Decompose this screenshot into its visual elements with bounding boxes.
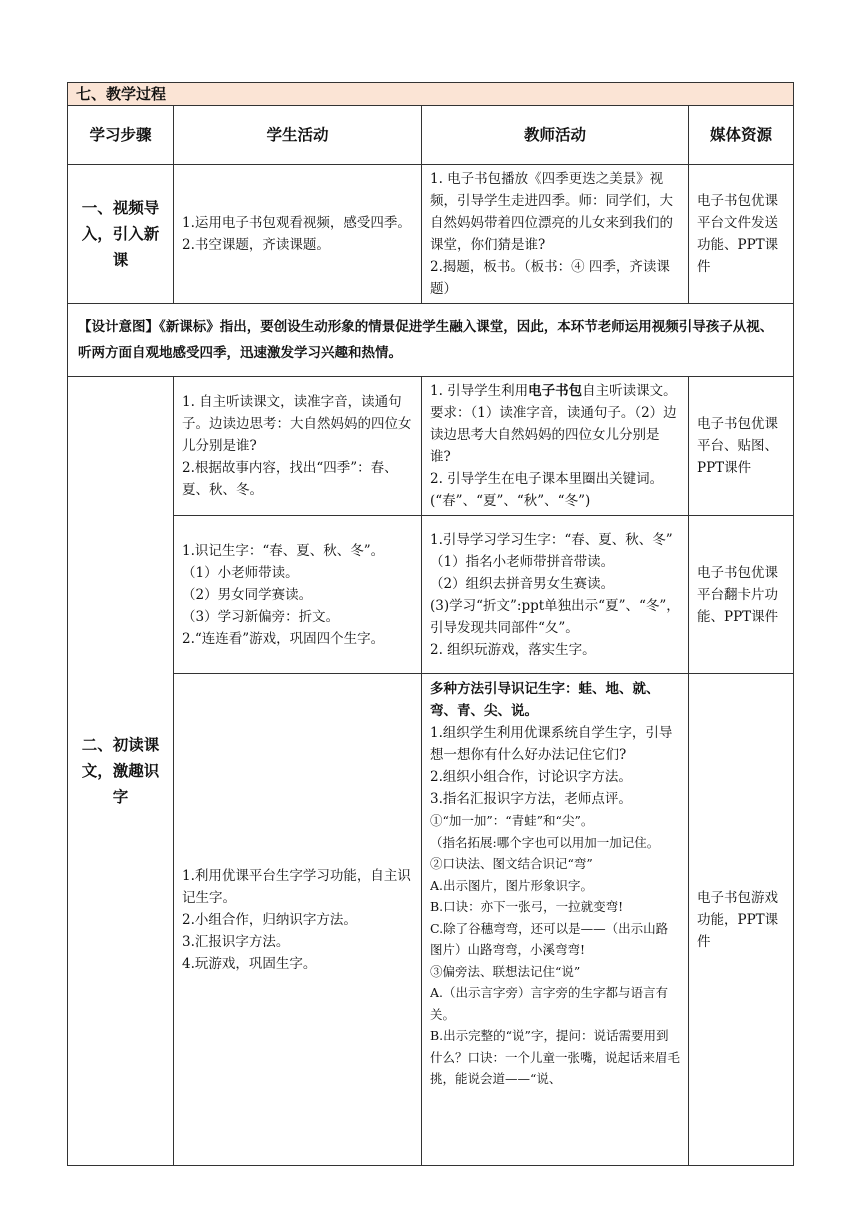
step-video-intro: 一、视频导入，引入新课 — [68, 165, 174, 304]
teacher-activity-2a — [422, 377, 689, 516]
teacher-content-2c — [430, 678, 680, 1162]
student-activity-2a — [174, 377, 422, 516]
section-title: 七、教学过程 — [68, 83, 794, 106]
teacher-line: (3)学习“折文”:ppt单独出示“夏”、“冬”，引导发现共同部件“夂”。 — [430, 597, 680, 636]
student-line: 2.小组合作，归纳识字方法。 — [182, 911, 357, 928]
teacher-line: 1.组织学生利用优课系统自学生字，引导想一想你有什么好办法记住它们? — [430, 725, 673, 763]
teacher-text: 1. 引导学生利用 — [430, 383, 529, 399]
teacher-line: 1. 电子书包播放《四季更迭之美景》视频，引导学生走进四季。师：同学们，大自然妈妈带着四位漂亮的儿女来到我们的课堂，你们猜是谁? — [430, 171, 673, 253]
teacher-heading: 多种方法引导识记生字：蛙、地、就、弯、青、尖、说。 — [430, 681, 660, 719]
e-schoolbag-emphasis: 电子书包 — [528, 383, 583, 399]
student-line: 1.运用电子书包观看视频，感受四季。 — [182, 215, 411, 231]
teacher-line: 2.组织小组合作，讨论识字方法。 — [430, 769, 632, 785]
header-teacher: 教师活动 — [422, 106, 689, 165]
teacher-line: 3.指名汇报识字方法，老师点评。 — [430, 791, 632, 807]
teacher-line: B.出示完整的“说”字，提问：说话需要用到什么？口诀：一个儿童一张嘴，说起话来眉毛挑，能说会道——“说、 — [430, 1028, 680, 1086]
media-resource-1: 电子书包优课平台文件发送功能、PPT课件 — [689, 165, 794, 304]
media-resource-2b: 电子书包优课平台翻卡片功能、PPT课件 — [689, 516, 794, 674]
student-activity-2b — [174, 516, 422, 674]
student-activity-2c — [174, 674, 422, 1166]
teacher-line: （1）指名小老师带拼音带读。 — [430, 553, 615, 570]
teacher-line: 2. 引导学生在电子课本里圈出关键词。(“春”、“夏”、“秋”、“冬”) — [430, 471, 664, 509]
student-line: 4.玩游戏，巩固生字。 — [182, 955, 317, 972]
teacher-line: A.（出示言字旁）言字旁的生字都与语言有关。 — [430, 985, 669, 1022]
teacher-activity-2b — [422, 516, 689, 674]
teacher-line: B.口诀：亦下一张弓，一拉就变弯! — [430, 899, 624, 914]
teacher-line: ①“加一加”：“青蛙”和“尖”。 — [430, 813, 594, 828]
media-resource-2c: 电子书包游戏功能，PPT课件 — [689, 674, 794, 1166]
student-line: （3）学习新偏旁：折文。 — [182, 608, 340, 625]
header-step: 学习步骤 — [68, 106, 174, 165]
step-first-reading: 二、初读课文，激趣识字 — [68, 377, 174, 1166]
student-line: 2.根据故事内容，找出“四季”：春、夏、秋、冬。 — [182, 460, 398, 498]
header-student: 学生活动 — [174, 106, 422, 165]
student-line: 1.识记生字：“春、夏、秋、冬”。 — [182, 542, 385, 559]
header-media: 媒体资源 — [689, 106, 794, 165]
student-line: （1）小老师带读。 — [182, 564, 299, 581]
teacher-line: （2）组织去拼音男女生赛读。 — [430, 575, 615, 592]
student-line: 2.书空课题，齐读课题。 — [182, 237, 330, 253]
teacher-line: 2.揭题，板书。（板书：④ 四季，齐读课题） — [430, 259, 670, 297]
student-line: 1.利用优课平台生字学习功能，自主识记生字。 — [182, 867, 411, 906]
teacher-line: C.除了谷穗弯弯，还可以是——（出示山路图片）山路弯弯，小溪弯弯! — [430, 920, 669, 957]
teacher-line: ③偏旁法、联想法记住“说” — [430, 963, 581, 979]
student-line: 1. 自主听读课文，读准字音，读通句子。边读边思考：大自然妈妈的四位女儿分别是谁? — [182, 394, 412, 454]
teacher-text: 自主听读课文。要求：（1）读准字音，读通句子。（2）边读边思考大自然妈妈的四位女儿分别是谁? — [430, 383, 677, 465]
student-line: 2.“连连看”游戏，巩固四个生字。 — [182, 630, 385, 647]
student-line: 3.汇报识字方法。 — [182, 933, 290, 950]
teacher-line: A.出示图片，图片形象识字。 — [430, 877, 594, 893]
teacher-activity-2c — [422, 674, 689, 1166]
student-line: （2）男女同学赛读。 — [182, 586, 313, 603]
student-activity-1 — [174, 165, 422, 304]
media-resource-2a: 电子书包优课平台、贴图、PPT课件 — [689, 377, 794, 516]
teacher-line: 1.引导学习学习生字：“春、夏、秋、冬” — [430, 531, 673, 548]
design-intent: 【设计意图】《新课标》指出，要创设生动形象的情景促进学生融入课堂，因此，本环节老师运用视频引导孩子从视、听两方面自观地感受四季，迅速激发学习兴趣和热情。 — [68, 304, 794, 377]
teacher-line: ②口诀法、图文结合识记“弯” — [430, 856, 593, 871]
teacher-activity-1 — [422, 165, 689, 304]
teacher-line: 2. 组织玩游戏，落实生字。 — [430, 641, 596, 658]
teacher-line — [430, 380, 680, 468]
teaching-process-table — [67, 82, 794, 1166]
teacher-line: （指名拓展:哪个字也可以用加一加记住。 — [430, 834, 660, 850]
